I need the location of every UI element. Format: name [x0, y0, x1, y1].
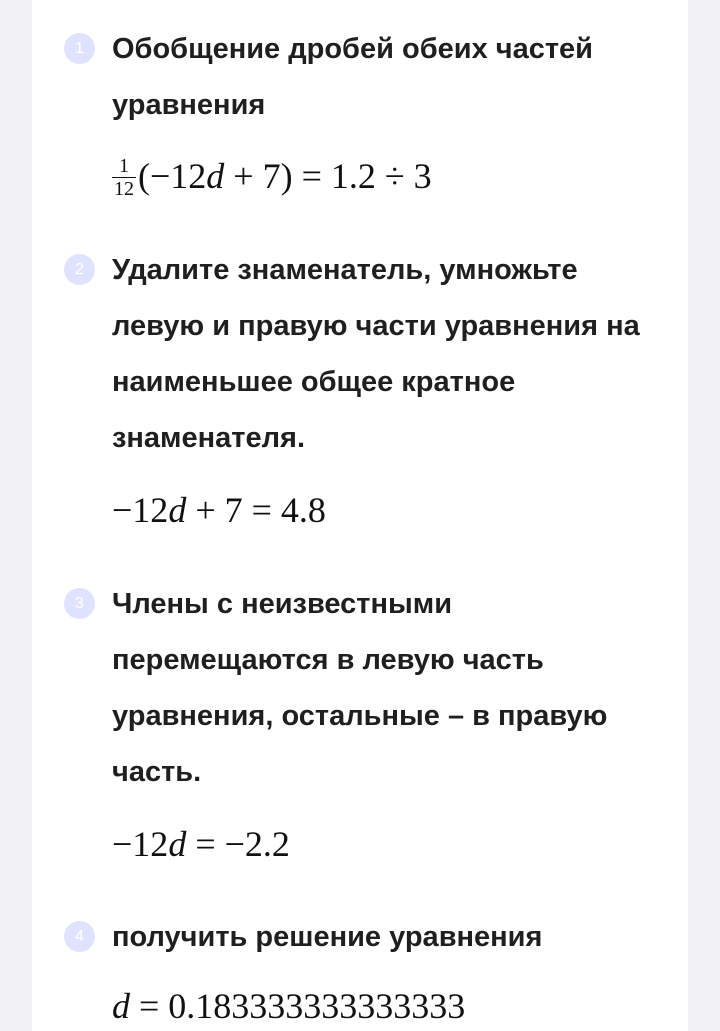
- fraction-numerator: 1: [112, 155, 136, 178]
- fraction: [112, 155, 136, 200]
- step-number-badge: 4: [64, 921, 95, 952]
- solution-card: [32, 0, 688, 1031]
- step-equation: [112, 156, 432, 202]
- step-number-badge: 2: [64, 254, 95, 285]
- step-title: Удалите знаменатель, умножьте левую и правую части уравнения на наименьшее общее кратное знаменателя.: [112, 254, 640, 454]
- fraction-denominator: 12: [114, 178, 134, 201]
- step-number-badge: 1: [64, 33, 95, 64]
- step-number-badge: 3: [64, 588, 95, 619]
- step-title: Члены с неизвестными перемещаются в левую часть уравнения, остальные – в правую часть.: [112, 588, 608, 788]
- step-equation: −12d + 7 = 4.8: [112, 490, 326, 530]
- step-equation: −12d = −2.2: [112, 824, 290, 864]
- step-equation: d = 0.183333333333333: [112, 986, 466, 1026]
- step-title: получить решение уравнения: [112, 921, 543, 953]
- equation-rest: (−12d + 7) = 1.2 ÷ 3: [138, 156, 432, 196]
- step-title: Обобщение дробей обеих частей уравнения: [112, 33, 594, 121]
